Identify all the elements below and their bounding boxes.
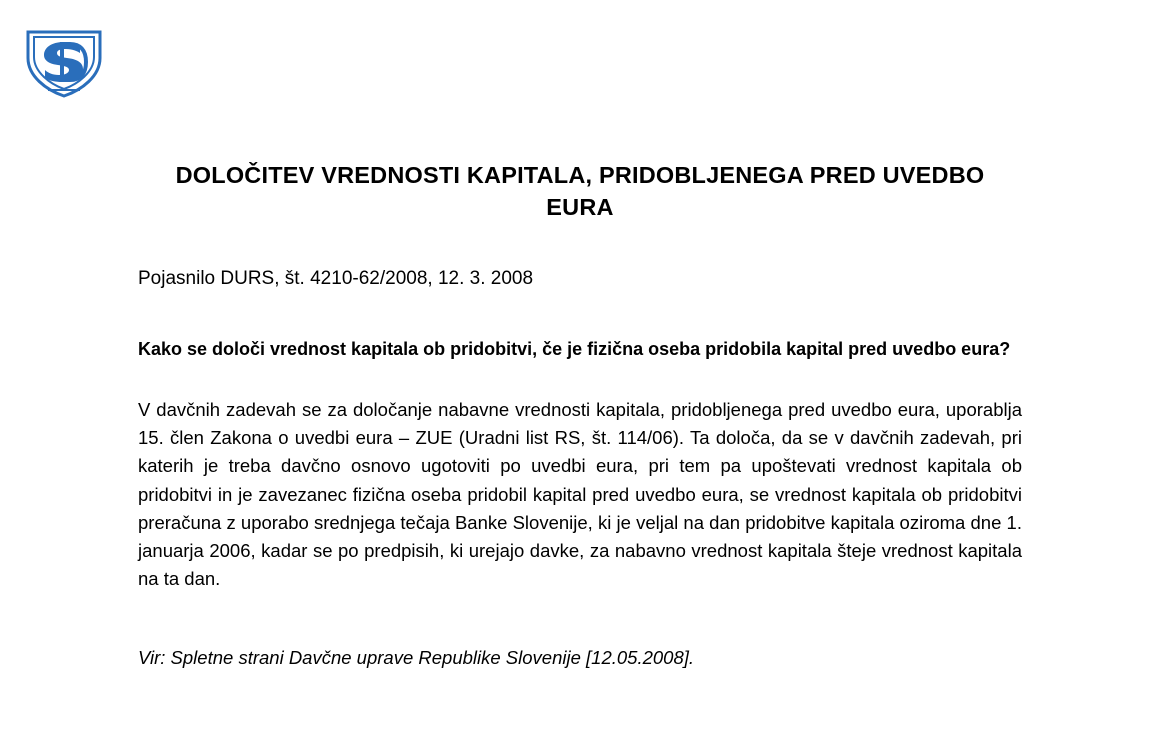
sd-shield-logo-icon — [18, 24, 110, 100]
body-paragraph: V davčnih zadevah se za določanje nabavne vrednosti kapitala, pridobljenega pred uvedbo eura, uporablja 15. člen Zakona o uvedbi eura – ZUE (Uradni list RS, št. 114/06). Ta določa, da se v davčnih zadevah, pri katerih je treba davčno osnovo ugotoviti po uvedbi eura, pri tem pa upoštevati vrednost kapitala ob pridobitvi in je zavezanec fizična oseba pridobil kapital pred uvedbo eura, se vrednost kapitala ob pridobitvi preračuna z uporabo srednjega tečaja Banke Slovenije, ki je veljal na dan pridobitve kapitala oziroma dne 1. januarja 2006, kadar se po predpisih, ki urejajo davke, za nabavno vrednost kapitala šteje vrednost kapitala na ta dan. — [138, 399, 1022, 589]
page-title: DOLOČITEV VREDNOSTI KAPITALA, PRIDOBLJENEGA PRED UVEDBO EURA — [175, 162, 985, 220]
source-note: Vir: Spletne strani Davčne uprave Republike Slovenije [12.05.2008]. — [138, 646, 695, 668]
document-reference: Pojasnilo DURS, št. 4210-62/2008, 12. 3. 2008 — [138, 268, 534, 290]
question-heading: Kako se določi vrednost kapitala ob pridobitvi, če je fizična oseba pridobila kapital pred uvedbo eura? — [138, 339, 1011, 360]
document-content — [138, 160, 1022, 689]
